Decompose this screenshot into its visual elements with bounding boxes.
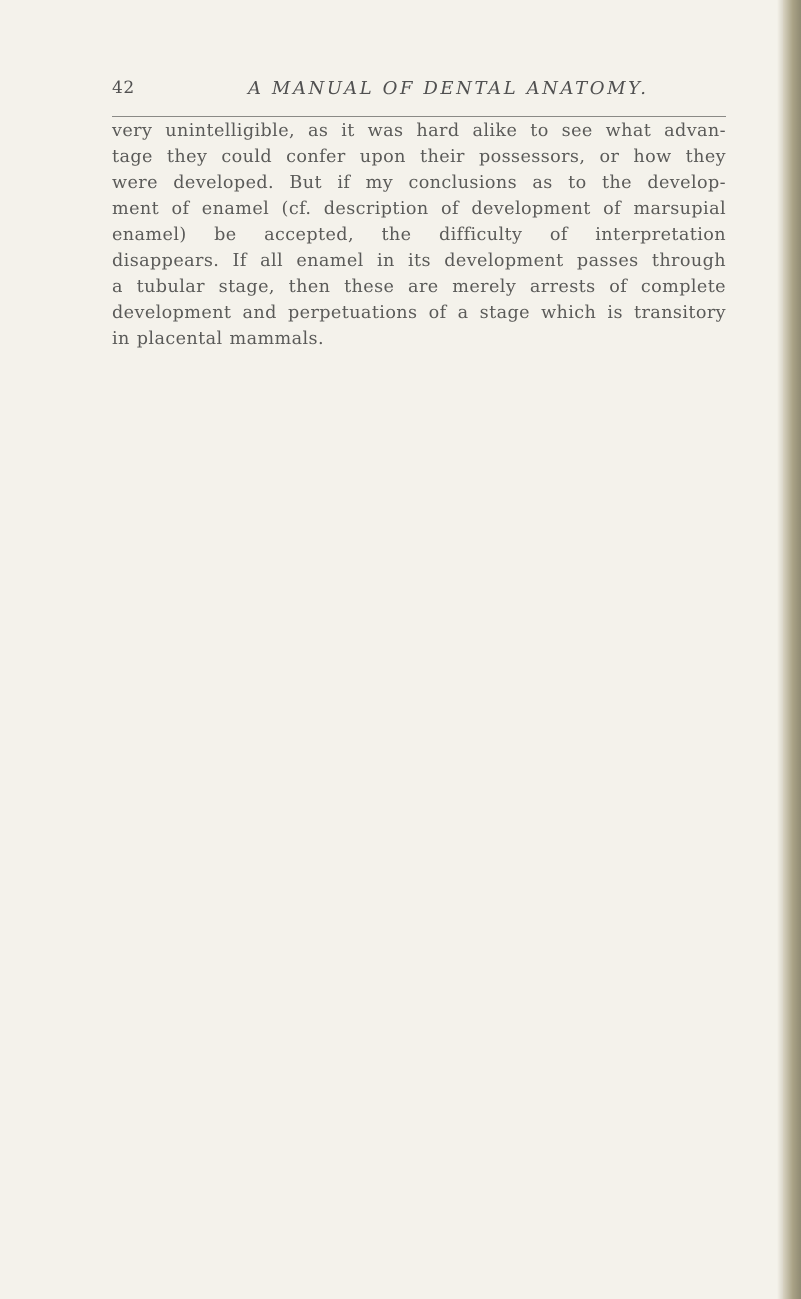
text-line: development and perpetuations of a stage which is transitory	[112, 303, 726, 323]
text-line: in placental mammals.	[112, 329, 324, 349]
header-rule	[112, 116, 726, 117]
page-header	[112, 78, 726, 106]
text-line: very unintelligible, as it was hard alike to see what advan-	[112, 121, 726, 141]
text-line: tage they could confer upon their possessors, or how they	[112, 147, 726, 167]
body-paragraph	[112, 118, 726, 352]
text-line: a tubular stage, then these are merely arrests of complete	[112, 277, 726, 297]
text-line: disappears. If all enamel in its development passes through	[112, 251, 726, 271]
page-edge-shadow	[783, 0, 801, 1299]
text-line: ment of enamel (cf. description of development of marsupial	[112, 199, 726, 219]
text-line: enamel) be accepted, the difficulty of interpretation	[112, 225, 726, 245]
text-line: were developed. But if my conclusions as to the develop-	[112, 173, 726, 193]
page-number: 42	[112, 78, 135, 98]
running-title: A MANUAL OF DENTAL ANATOMY.	[248, 78, 649, 99]
